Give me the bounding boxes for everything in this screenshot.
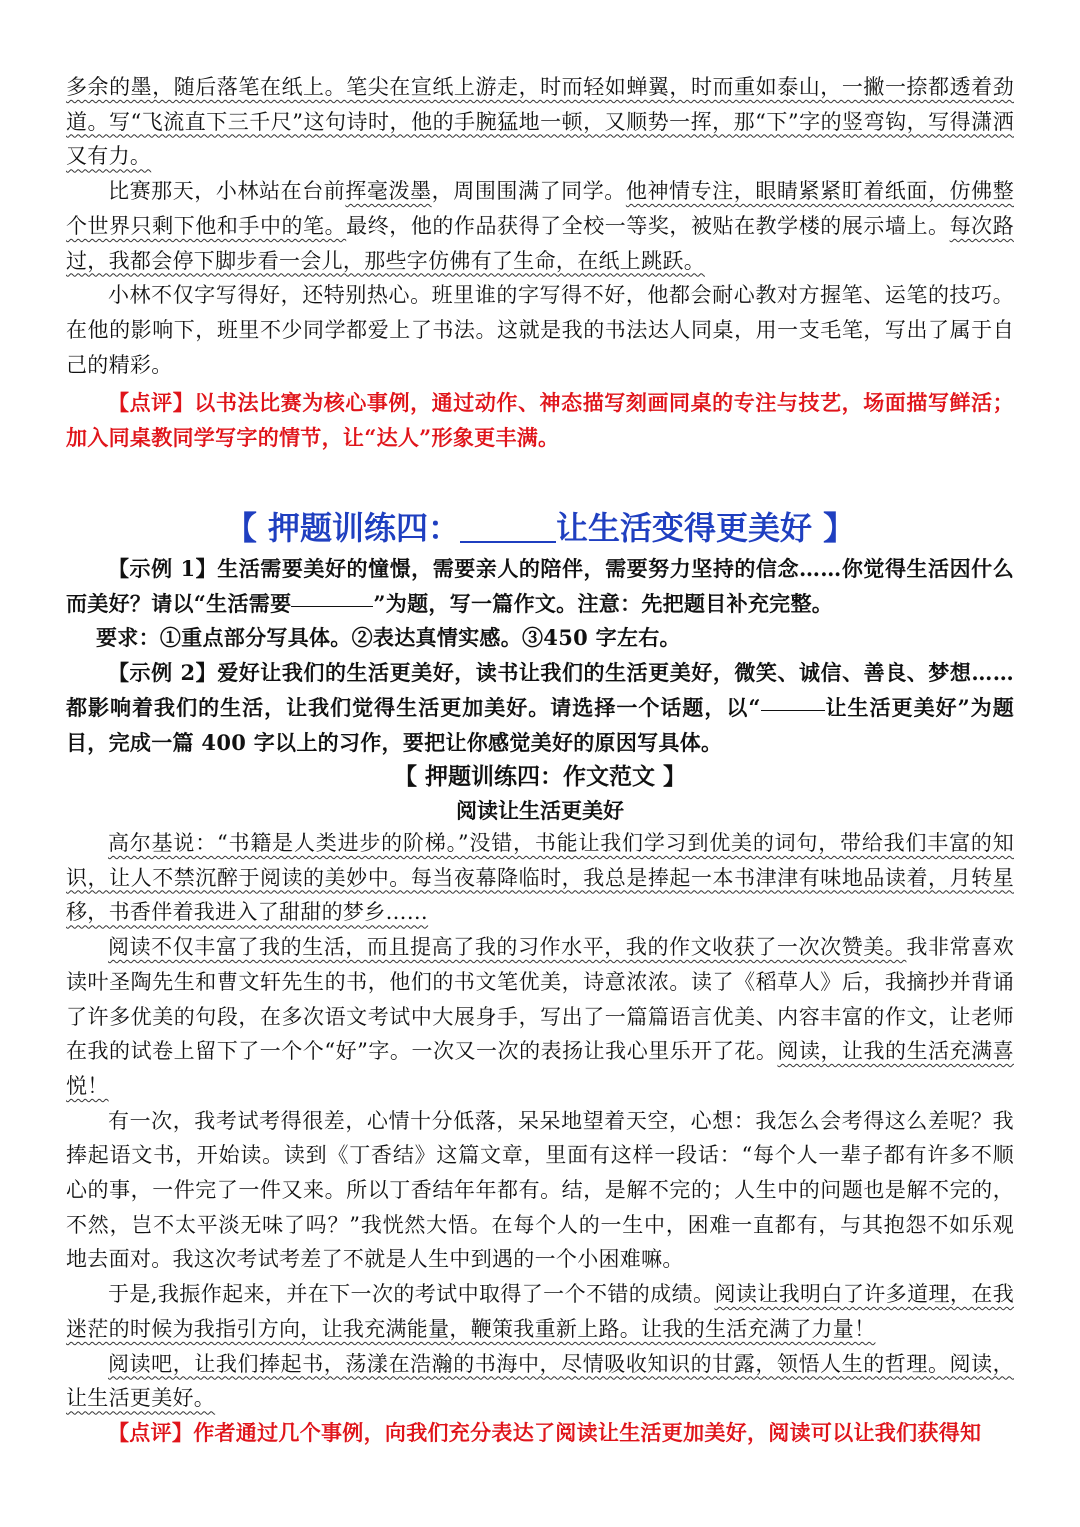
- section-title: [66, 506, 1014, 550]
- underlined-text: 笔尖在宣纸上游走，时而轻如蝉翼，时而重如泰山，一撇一捺都透着劲道。写“飞流直下三千尺”这句诗时，他的手腕猛地一顿，又顺势一挥，那“下”字的竖弯钩，写得潇洒又有力。: [66, 75, 1015, 169]
- section-title-right: 让生活变得更美好 】: [556, 509, 856, 547]
- previous-essay: [66, 70, 1014, 456]
- example-2: 【示例 2】爱好让我们的生活更美好，读书让我们的生活更美好，微笑、诚信、善良、梦想……都影响着我们的生活，让我们觉得生活更加美好。请选择一个话题，以“ 让生活更美好”为题目，完成一篇 400 字以上的习作，要把让你感觉美好的原因写具体。: [66, 660, 1014, 755]
- underlined-text: 挥毫泼墨: [345, 179, 432, 204]
- comment-text: 【点评】以书法比赛为核心事例，通过动作、神态描写刻画同桌的专注与技艺，场面描写鲜活；加入同桌教同学写字的情节，让“达人”形象更丰满。: [66, 390, 1014, 451]
- paragraph: 于是,我振作起来，并在下一次的考试中取得了一个不错的成绩。阅读让我明白了许多道理，在我迷茫的时候为我指引方向，让我充满能量，鞭策我重新上路。让我的生活充满了力量！: [66, 1282, 1015, 1341]
- section-heading: [66, 506, 1014, 550]
- paragraph: 小林不仅字写得好，还特别热心。班里谁的字写得不好，他都会耐心教对方握笔、运笔的技巧。在他的影响下，班里不少同学都爱上了书法。这就是我的书法达人同桌，用一支毛笔，写出了属于自己的精彩。: [66, 283, 1014, 377]
- paragraph: 有一次，我考试考得很差，心情十分低落，呆呆地望着天空，心想：我怎么会考得这么差呢？我捧起语文书，开始读。读到《丁香结》这篇文章，里面有这样一段话：“每个人一辈子都有许多不顺心的事，一件完了一件又来。所以丁香结年年都有。结，是解不完的；人生中的问题也是解不完的，不然，岂不太平淡无味了吗？”我恍然大悟。在每个人的一生中，困难一直都有，与其抱怨不如乐观地去面对。我这次考试考差了不就是人生中到遇的一个小困难嘛。: [66, 1108, 1014, 1272]
- section-title-left: 【 押题训练四：: [224, 509, 460, 547]
- example-1: 【示例 1】生活需要美好的憧憬，需要亲人的陪伴，需要努力坚持的信念……你觉得生活因什么而美好？请以“生活需要 ”为题，写一篇作文。注意：先把题目补充完整。: [66, 556, 1014, 616]
- text: ，周围围满了同学。: [431, 179, 626, 204]
- underlined-text: 多余的墨，随后落笔在纸上。: [66, 75, 347, 99]
- comment-text: 【点评】作者通过几个事例，向我们充分表达了阅读让生活更加美好，阅读可以让我们获得知: [108, 1419, 982, 1445]
- paragraph: 阅读不仅丰富了我的生活，而且提高了我的习作水平，我的作文收获了一次次赞美。我非常喜欢读叶圣陶先生和曹文轩先生的书，他们的书文笔优美，诗意浓浓。读了《稻草人》后，我摘抄并背诵了许多优美的句段，在多次语文考试中大展身手，写出了一篇篇语言优美、内容丰富的作文，让老师在我的试卷上留下了一个个“好”字。一次又一次的表扬让我心里乐开了花。阅读，让我的生活充满喜悦！: [66, 935, 1015, 1098]
- paragraph: [66, 174, 1014, 278]
- underlined-text: 每次路过，我都会停下脚步看一会儿，那些字仿佛有了生命，在纸上跳跃。: [66, 213, 1014, 273]
- essay-title: 阅读让生活更美好: [456, 798, 624, 824]
- prompts: [66, 552, 1014, 828]
- text: 比赛那天，小林站在台前: [108, 179, 346, 204]
- fill-blank: [761, 710, 825, 711]
- underlined-text: 他神情专注，眼睛紧紧盯着纸面，仿佛整个世界只剩下他和手中的笔。: [66, 179, 1014, 238]
- requirements: 要求：①重点部分写具体。②表达真情实感。③450 字左右。: [96, 625, 681, 651]
- title-blank: [460, 511, 556, 543]
- text: 最终，他的作品获得了全校一等奖，被贴在教学楼的展示墙上。: [346, 213, 950, 238]
- paragraph: 阅读吧，让我们捧起书，荡漾在浩瀚的书海中，尽情吸收知识的甘露，领悟人生的哲理。阅读，让生活更美好。: [66, 1351, 1014, 1411]
- paragraph: [66, 70, 1014, 174]
- fill-blank: [291, 606, 373, 607]
- sample-title: 【 押题训练四：作文范文 】: [393, 763, 686, 791]
- paragraph: 高尔基说：“书籍是人类进步的阶梯。”没错，书能让我们学习到优美的词句，带给我们丰富的知识，让人不禁沉醉于阅读的美妙中。每当夜幕降临时，我总是捧起一本书津津有味地品读着，月转星移，书香伴着我进入了甜甜的梦乡……: [66, 831, 1014, 925]
- sample-essay: [66, 826, 1014, 1451]
